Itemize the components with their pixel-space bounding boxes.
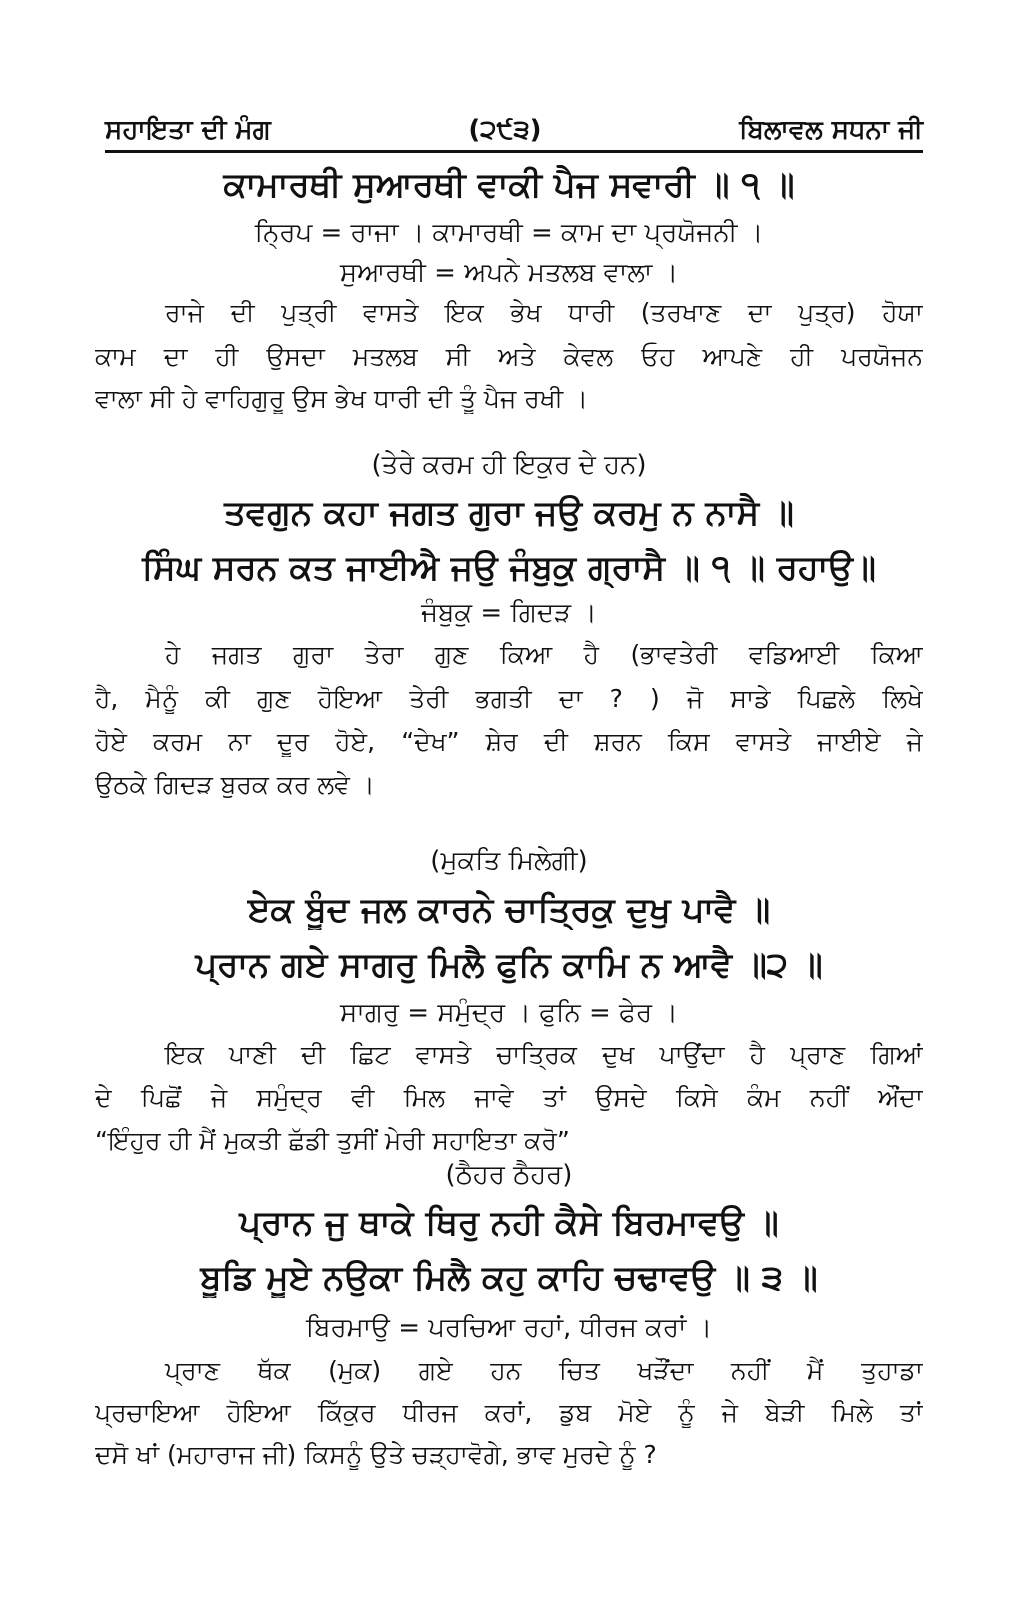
verse-line: ਪ੍ਰਾਨ ਗਏ ਸਾਗਰੁ ਮਿਲੈ ਫੁਨਿ ਕਾਮਿ ਨ ਆਵੈ ॥੨ ॥ — [195, 945, 823, 985]
commentary-line: ਪ੍ਰਚਾਇਆ ਹੋਇਆ ਕਿੱਕੁਰ ਧੀਰਜ ਕਰਾਂ, ਡੁਬ ਮੋਏ ਨੂੰ ਜੇ ਬੇੜੀ ਮਿਲੇ ਤਾਂ — [95, 1398, 923, 1427]
commentary-line: ਉਠਕੇ ਗਿਦੜ ਬੁਰਕ ਕਰ ਲਵੇ । — [95, 770, 375, 799]
commentary-line: ਹੋਏ ਕਰਮ ਨਾ ਦੂਰ ਹੋਏ, “ਦੇਖ” ਸ਼ੇਰ ਦੀ ਸ਼ਰਨ ਕਿਸ ਵਾਸਤੇ ਜਾਈਏ ਜੇ — [95, 727, 923, 756]
verse-line: ਤਵਗੁਨ ਕਹਾ ਜਗਤ ਗੁਰਾ ਜਉ ਕਰਮੁ ਨ ਨਾਸੈ ॥ — [224, 493, 794, 533]
annotation-line: ਬਿਰਮਾਉ = ਪਰਚਿਆ ਰਹਾਂ, ਧੀਰਜ ਕਰਾਂ । — [305, 1313, 713, 1343]
verse-line: ਸਿੰਘ ਸਰਨ ਕਤ ਜਾਈਐ ਜਉ ਜੰਬੁਕੁ ਗ੍ਰਾਸੈ ॥ ੧ ॥ ਰਹਾਉ॥ — [142, 548, 876, 588]
commentary-line: ਦਸੋ ਖਾਂ (ਮਹਾਰਾਜ ਜੀ) ਕਿਸਨੂੰ ਉਤੇ ਚੜ੍ਹਾਵੋਗੇ, ਭਾਵ ਮੁਰਦੇ ਨੂੰ ? — [95, 1440, 657, 1469]
verse-line: ਏਕ ਬੂੰਦ ਜਲ ਕਾਰਨੇ ਚਾਤ੍ਰਿਕੁ ਦੁਖੁ ਪਾਵੈ ॥ — [247, 890, 771, 930]
annotation-line: (ਮੁਕਤਿ ਮਿਲੇਗੀ) — [430, 846, 588, 876]
verse-line: ਕਾਮਾਰਥੀ ਸੁਆਰਥੀ ਵਾਕੀ ਪੈਜ ਸਵਾਰੀ ॥ ੧ ॥ — [223, 165, 795, 205]
annotation-line: (ਠੈਹਰ ਠੈਹਰ) — [445, 1160, 573, 1190]
commentary-line: ਪ੍ਰਾਣ ਥੱਕ (ਮੁਕ) ਗਏ ਹਨ ਚਿਤ ਖੜੌਂਦਾ ਨਹੀਂ ਮੈਂ ਤੁਹਾਡਾ — [165, 1356, 923, 1385]
commentary-line: ਦੇ ਪਿਛੋਂ ਜੇ ਸਮੁੰਦ੍ਰ ਵੀ ਮਿਲ ਜਾਵੇ ਤਾਂ ਉਸਦੇ ਕਿਸੇ ਕੰਮ ਨਹੀਂ ਔਂਦਾ — [95, 1083, 923, 1112]
header-page-number: (੨੯੩) — [468, 115, 542, 145]
header-chapter-title: ਸਹਾਇਤਾ ਦੀ ਮੰਗ — [105, 115, 271, 145]
header-section-title: ਬਿਲਾਵਲ ਸਧਨਾ ਜੀ — [739, 115, 923, 145]
commentary-line: ਹੈ, ਮੈਨੂੰ ਕੀ ਗੁਣ ਹੋਇਆ ਤੇਰੀ ਭਗਤੀ ਦਾ ? ) ਜੋ ਸਾਡੇ ਪਿਛਲੇ ਲਿਖੇ — [95, 684, 923, 713]
annotation-line: ਨ੍ਰਿਪ = ਰਾਜਾ । ਕਾਮਾਰਥੀ = ਕਾਮ ਦਾ ਪ੍ਰਯੋਜਨੀ । — [254, 218, 764, 248]
commentary-line: ਇਕ ਪਾਣੀ ਦੀ ਛਿਟ ਵਾਸਤੇ ਚਾਤ੍ਰਿਕ ਦੁਖ ਪਾਉਂਦਾ ਹੈ ਪ੍ਰਾਣ ਗਿਆਂ — [165, 1040, 923, 1069]
annotation-line: (ਤੇਰੇ ਕਰਮ ਹੀ ਇਕੁਰ ਦੇ ਹਨ) — [371, 450, 647, 480]
annotation-line: ਜੰਬੁਕੁ = ਗਿਦੜ । — [421, 598, 597, 628]
verse-line: ਬੂਡਿ ਮੂਏ ਨਉਕਾ ਮਿਲੈ ਕਹੁ ਕਾਹਿ ਚਢਾਵਉ ॥ ੩ ॥ — [200, 1258, 818, 1298]
verse-line: ਪ੍ਰਾਨ ਜੁ ਥਾਕੇ ਥਿਰੁ ਨਹੀ ਕੈਸੇ ਬਿਰਮਾਵਉ ॥ — [239, 1203, 779, 1243]
annotation-line: ਸੁਆਰਥੀ = ਅਪਨੇ ਮਤਲਬ ਵਾਲਾ । — [339, 258, 679, 288]
annotation-line: ਸਾਗਰੁ = ਸਮੁੰਦ੍ਰ । ਫੁਨਿ = ਫੇਰ । — [340, 998, 678, 1028]
commentary-line: “ਇੰਹੁਰ ਹੀ ਮੈਂ ਮੁਕਤੀ ਛੱਡੀ ਤੁਸੀਂ ਮੇਰੀ ਸਹਾਇਤਾ ਕਰੋ” — [95, 1126, 570, 1155]
commentary-line: ਰਾਜੇ ਦੀ ਪੁਤ੍ਰੀ ਵਾਸਤੇ ਇਕ ਭੇਖ ਧਾਰੀ (ਤਰਖਾਣ ਦਾ ਪੁਤ੍ਰ) ਹੋਯਾ — [165, 298, 923, 327]
header-rule — [105, 150, 923, 153]
commentary-line: ਕਾਮ ਦਾ ਹੀ ਉਸਦਾ ਮਤਲਬ ਸੀ ਅਤੇ ਕੇਵਲ ਓਹ ਆਪਣੇ ਹੀ ਪਰਯੋਜਨ — [95, 342, 923, 371]
page-header — [105, 98, 923, 146]
commentary-line: ਵਾਲਾ ਸੀ ਹੇ ਵਾਹਿਗੁਰੂ ਉਸ ਭੇਖ ਧਾਰੀ ਦੀ ਤੂੰ ਪੈਜ ਰਖੀ । — [95, 384, 588, 413]
commentary-line: ਹੇ ਜਗਤ ਗੁਰਾ ਤੇਰਾ ਗੁਣ ਕਿਆ ਹੈ (ਭਾਵਤੇਰੀ ਵਡਿਆਈ ਕਿਆ — [165, 640, 923, 669]
